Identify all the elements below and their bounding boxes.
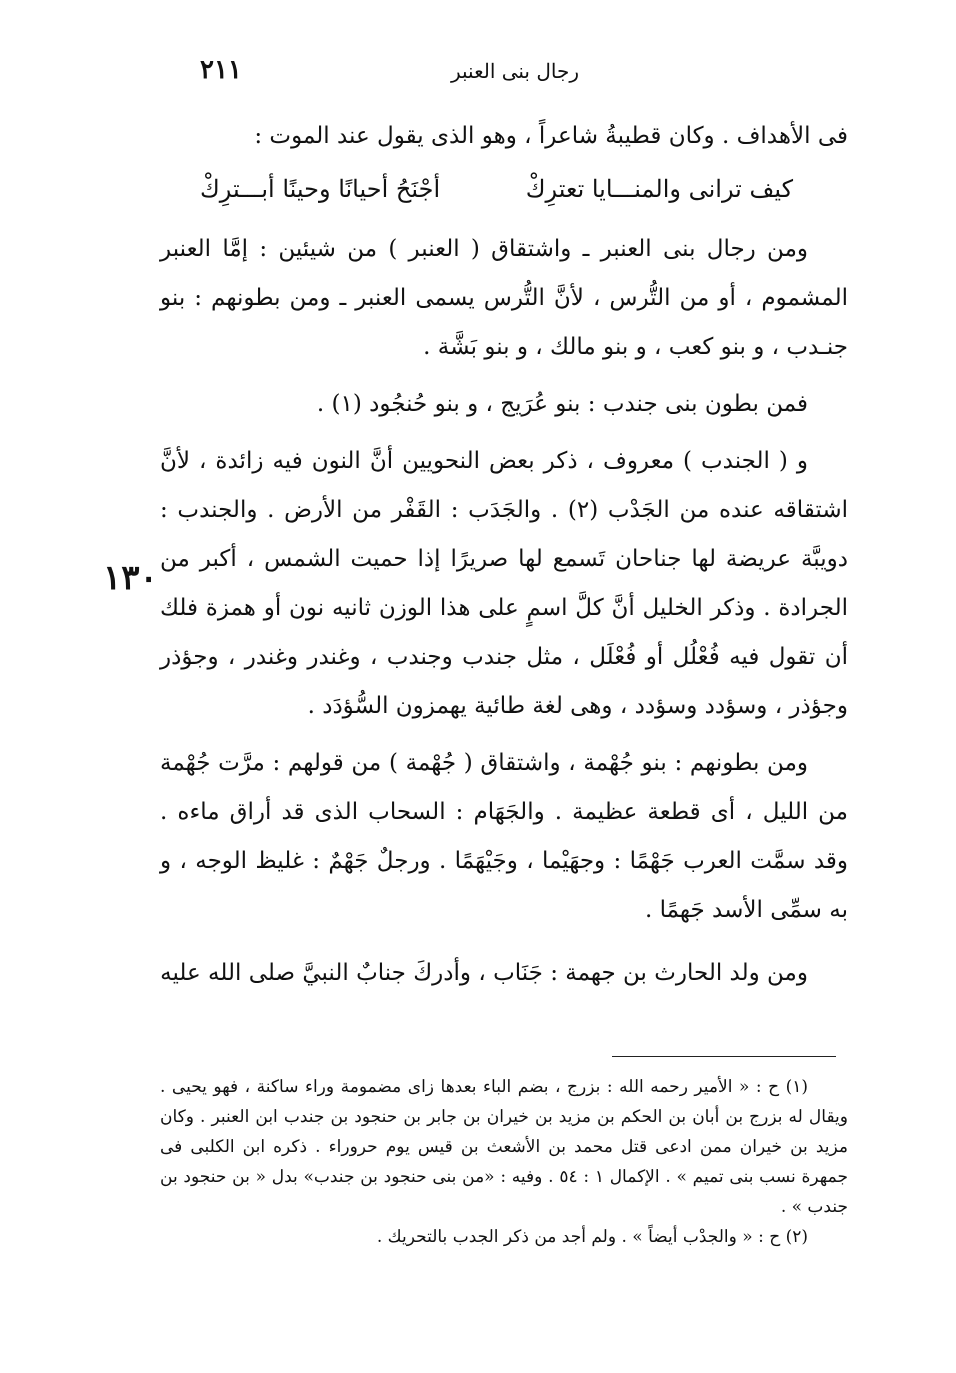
verse-first-hemistich: كيف ترانى والمنـــايا تعترِكْ — [525, 175, 793, 203]
footnote-separator — [612, 1056, 836, 1057]
poem-verse — [160, 161, 848, 217]
margin-page-reference: ١٣٠ — [103, 558, 158, 598]
verse-second-hemistich: أجْنَحُ أحيانًا وحينًا أبـــترِكْ — [200, 175, 441, 203]
page-header — [190, 55, 840, 95]
footnote: (٢) ح : « والجدْب أيضاً » . ولم أجد من ذكر الجدب بالتحريك . — [376, 1227, 808, 1247]
paragraph: ومن ولد الحارث بن جهمة : جَنَاب ، وأدركَ جنابٌ النبيَّ صلى الله عليه — [160, 960, 808, 986]
paragraph: فى الأهداف . وكان قطيبةُ شاعراً ، وهو الذى يقول عند الموت : — [254, 123, 848, 149]
footnote: (١) ح : « الأمير رحمه الله : بزرج ، بضم الباء بعدها زاى مضمومة وراء ساكنة ، فهو يحيى . ويقال له بزرج بن أبان بن الحكم بن مزيد بن خيران بن جابر بن حنجود بن جندب ابن العنبر . وكان مزيد بن خيران ممن ادعى قتل محمد بن الأشعث بن قيس يوم حروراء . ذكره ابن الكلبى فى جمهرة نسب بنى تميم » . الإكمال ١ : ٥٤ . وفيه : «من بنى حنجود بن جندب» بدل « بن حنجود بن جندب » . — [160, 1077, 848, 1217]
running-title: رجال بنى العنبر — [450, 59, 580, 83]
paragraph: و ( الجندب ) معروف ، ذكر بعض النحويين أنَّ النون فيه زائدة ، لأنَّ اشتقاقه عنده من الجَدْب (٢) . والجَدَب : القَفْر من الأرض . والجندب : دويبَّة عريضة لها جناحان تَسمع لها صريرًا إذا حميت الشمس ، أكبر من الجرادة . وذكر الخليل أنَّ كلَّ اسمٍ على هذا الوزن ثانيه نون أو همزة فلك أن تقول فيه فُعْلُل أو فُعْلَل ، مثل جندب وجندب ، وغندر وغندر ، وجؤذر وجؤذر ، وسؤدد وسؤدد ، وهى لغة طائية يهمزون السُّؤدَد . — [160, 448, 848, 719]
footnotes — [160, 1072, 848, 1252]
paragraph: ومن بطونهم : بنو جُهْمة ، واشتقاق ( جُهْمة ) من قولهم : مرَّت جُهْمة من الليل ، أى قطعة عظيمة . والجَهَام : السحاب الذى قد أراق ماءه . وقد سمَّت العرب جَهْمًا : وجهَيْما ، وجَيْهَمًا . ورجلٌ جَهْمٌ : غليظ الوجه ، و به سمِّى الأسد جَهمًا . — [160, 750, 848, 923]
paragraph: ومن رجال بنى العنبر ـ واشتقاق ( العنبر ) من شيئين : إمَّا العنبر المشموم ، أو من التُّرس ، لأنَّ التُّرس يسمى العنبر ـ ومن بطونهم : بنو جنـدب ، و بنو كعب ، و بنو مالك ، و بنو بَشَّة . — [160, 236, 848, 360]
page-number: ٢١١ — [200, 55, 242, 85]
paragraph: فمن بطون بنى جندب : بنو عُرَيج ، و بنو حُنجُود (١) . — [316, 391, 808, 417]
main-text — [160, 112, 848, 998]
